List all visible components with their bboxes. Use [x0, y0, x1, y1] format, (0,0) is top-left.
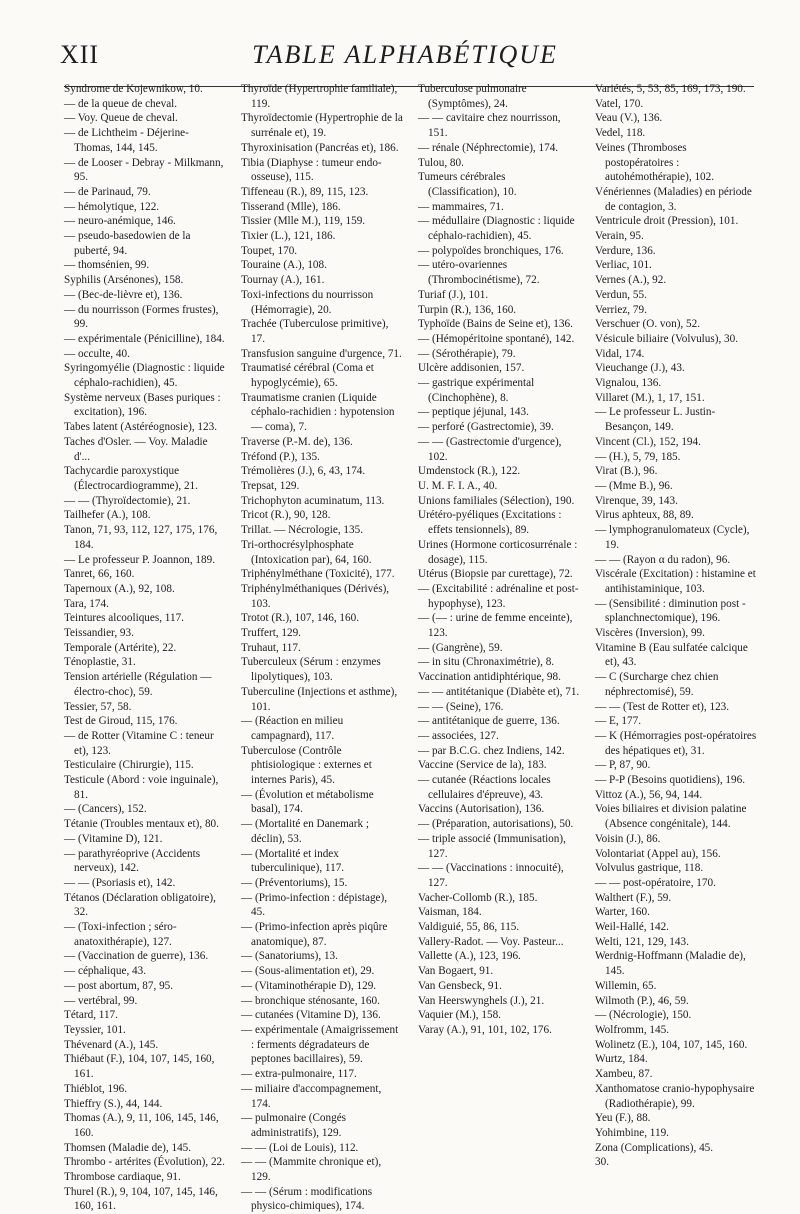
index-entry: — (— : urine de femme enceinte), 123. [418, 612, 576, 640]
index-entry: Vaquier (M.), 158. [418, 1009, 501, 1022]
index-entry: Touraine (A.), 108. [241, 259, 327, 272]
index-entry: — (Sous-alimentation et), 29. [241, 965, 375, 978]
index-entry: Varay (A.), 91, 101, 102, 176. [418, 1024, 552, 1036]
index-entry: Système nerveux (Bases puriques : excitation), 196. [64, 391, 224, 419]
index-entry: — céphalique, 43. [64, 965, 147, 978]
index-entry: — occulte, 40. [64, 347, 130, 360]
index-entry: Vernes (A.), 92. [595, 274, 667, 287]
index-entry: Variétés, 5, 53, 85, 169, 173, 190. [595, 83, 746, 95]
index-entry: Verain, 95. [595, 230, 644, 243]
index-entry: Toxi-infections du nourrisson (Hémorragie), 20. [241, 288, 377, 316]
index-entry: Tétanie (Troubles mentaux et), 80. [64, 818, 219, 831]
index-entry: Turpin (R.), 136, 160. [418, 303, 517, 316]
index-entry: Tanon, 71, 93, 112, 127, 175, 176, 184. [64, 524, 221, 551]
index-entry: Trachée (Tuberculose primitive), 17. [241, 318, 392, 345]
index-entry: Tension artérielle (Régulation — électro-choc), 59. [64, 671, 215, 698]
index-entry: Syndrome de Kojewnikow, 10. [64, 83, 203, 95]
index-entry: Valdiguié, 55, 86, 115. [418, 921, 520, 934]
index-entry: Thurel (R.), 9, 104, 107, 145, 146, 160, 161. [64, 1185, 221, 1213]
index-entry: — cutanée (Réactions locales cellulaires d'épreuve), 43. [418, 774, 554, 801]
index-entry: Tricot (R.), 90, 128. [241, 509, 331, 522]
index-entry: — (Nécrologie), 150. [595, 1009, 692, 1022]
index-entry: Vacher-Collomb (R.), 185. [418, 891, 538, 904]
index-entry: Vallette (A.), 123, 196. [418, 950, 521, 963]
index-entry: — (Cancers), 152. [64, 803, 147, 816]
index-entry: Viscères (Inversion), 99. [595, 627, 705, 640]
index-entry: Tournay (A.), 161. [241, 274, 325, 287]
index-entry: — peptique jéjunal, 143. [418, 406, 529, 419]
index-entry: Vaccins (Autorisation), 136. [418, 803, 545, 816]
index-entry: Vaisman, 184. [418, 906, 482, 919]
index-entry: Trillat. — Nécrologie, 135. [241, 524, 364, 537]
index-entry: Yohimbine, 119. [595, 1126, 669, 1139]
page-number: XII [60, 40, 100, 69]
index-entry: Test de Giroud, 115, 176. [64, 715, 178, 728]
index-entry: Temporale (Artérite), 22. [64, 641, 177, 654]
index-entry: Tumeurs cérébrales (Classification), 10. [418, 171, 517, 198]
index-entry: Willemin, 65. [595, 979, 657, 992]
index-entry: Wolfromm, 145. [595, 1024, 669, 1036]
index-entry: — cutanées (Vitamine D), 136. [241, 1009, 381, 1022]
index-entry: Viscérale (Excitation) : histamine et antihistaminique, 103. [595, 568, 759, 595]
index-entry: Turiaf (J.), 101. [418, 288, 489, 301]
index-entry: — vertébral, 99. [64, 994, 138, 1007]
index-entry: Wolinetz (E.), 104, 107, 145, 160. [595, 1038, 748, 1051]
index-entry: Trotot (R.), 107, 146, 160. [241, 612, 359, 625]
index-entry: Verdure, 136. [595, 244, 656, 257]
index-entry: — polypoïdes bronchiques, 176. [418, 244, 564, 257]
index-entry: Xanthomatose cranio-hypophysaire (Radiothérapie), 99. [595, 1082, 758, 1110]
index-entry: — — (Test de Rotter et), 123. [595, 700, 730, 713]
index-entry: Vedel, 118. [595, 127, 646, 140]
index-entry: Tailhefer (A.), 108. [64, 509, 151, 522]
index-entry: Weil-Hallé, 142. [595, 921, 669, 934]
index-entry: Tibia (Diaphyse : tumeur endo-osseuse), 115. [241, 156, 382, 184]
index-entry: — neuro-anémique, 146. [64, 215, 176, 228]
index-entry: — C (Surcharge chez chien néphrectomisé), 59. [595, 671, 722, 698]
index-entry: Voies biliaires et division palatine (Absence congénitale), 144. [595, 803, 750, 831]
index-entry: — expérimentale (Amaigrissement : ferments dégradateurs de peptones bacillaires), 59. [241, 1024, 401, 1066]
index-entry: Tuberculine (Injections et asthme), 101. [241, 685, 400, 713]
index-entry: Thrombo - artérites (Évolution), 22. [64, 1156, 225, 1169]
index-entry: U. M. F. I. A., 40. [418, 479, 498, 492]
index-entry: Thyroïde (Hypertrophie familiale), 119. [241, 83, 401, 110]
index-entry: — expérimentale (Pénicilline), 184. [64, 332, 225, 345]
index-entry: Yeu (F.), 88. [595, 1112, 651, 1125]
index-entry: — (Mortalité en Danemark ; déclin), 53. [241, 818, 372, 845]
index-entry: Warter, 160. [595, 906, 650, 919]
index-entry: — — (Mammite chronique et), 129. [241, 1156, 384, 1184]
index-entry: — P, 87, 90. [595, 759, 651, 772]
index-entry: — mammaires, 71. [418, 200, 504, 213]
index-entry: — hémolytique, 122. [64, 200, 160, 213]
index-entry: — associées, 127. [418, 729, 499, 742]
index-entry: Traumatisé cérébral (Coma et hypoglycémie), 65. [241, 362, 377, 390]
index-entry: — (Réaction en milieu campagnard), 117. [241, 715, 347, 742]
index-entry: — (Primo-infection : dépistage), 45. [241, 891, 390, 919]
index-entry: Verliac, 101. [595, 259, 652, 272]
index-entry: Verriez, 79. [595, 303, 647, 316]
index-entry: Thyroxinisation (Pancréas et), 186. [241, 141, 399, 154]
index-entry: Tréfond (P.), 135. [241, 450, 320, 463]
index-entry: Utérus (Biopsie par curettage), 72. [418, 568, 573, 581]
index-entry: — triple associé (Immunisation), 127. [418, 832, 569, 860]
index-entry: — (Préparation, autorisations), 50. [418, 818, 574, 831]
index-entry: Triphénylméthaniques (Dérivés), 103. [241, 582, 392, 610]
index-entry: Veau (V.), 136. [595, 112, 663, 125]
index-entry: — médullaire (Diagnostic : liquide céphalo-rachidien), 45. [418, 215, 578, 243]
index-entry: Traumatisme cranien (Liquide céphalo-rachidien : hypotension — coma), 7. [241, 391, 398, 434]
index-entry: — — (Rayon α du radon), 96. [595, 553, 731, 566]
index-entry: Traverse (P.-M. de), 136. [241, 435, 353, 448]
index-entry: Virat (B.), 96. [595, 465, 658, 478]
index-entry: — (Gangrène), 59. [418, 641, 503, 654]
index-entry: — (Évolution et métabolisme basal), 174. [241, 788, 377, 816]
index-entry: — — (Seine), 176. [418, 700, 504, 713]
index-entry: — utéro-ovariennes (Thrombocinétisme), 72. [418, 259, 540, 287]
index-entry: — — (Sérum : modifications physico-chimiques), 174. [241, 1185, 375, 1213]
index-entry: Ventricule droit (Pression), 101. [595, 215, 739, 228]
index-entry: Van Heerswynghels (J.), 21. [418, 994, 545, 1007]
index-entry: — par B.C.G. chez Indiens, 142. [418, 744, 565, 757]
index-entry: Transfusion sanguine d'urgence, 71. [241, 347, 402, 360]
index-entry: — (Sérothérapie), 79. [418, 347, 516, 360]
index-entry: 30. [595, 1156, 609, 1169]
index-entry: Volontariat (Appel au), 156. [595, 847, 721, 860]
index-entry: Thyroïdectomie (Hypertrophie de la surrénale et), 19. [241, 112, 406, 140]
index-entry: Tabes latent (Astéréognosie), 123. [64, 421, 217, 434]
index-entry: Truhaut, 117. [241, 641, 301, 654]
index-entry: Teintures alcooliques, 117. [64, 612, 184, 625]
index-entry: — — antitétanique (Diabète et), 71. [418, 685, 580, 698]
index-entry: — (Mortalité et index tuberculinique), 117. [241, 847, 345, 875]
index-entry: Tixier (L.), 121, 186. [241, 230, 336, 243]
index-entry: Urines (Hormone corticosurrénale : dosage), 115. [418, 538, 581, 566]
index-column-2 [241, 82, 406, 1214]
index-entry: Vittoz (A.), 56, 94, 144. [595, 788, 703, 801]
index-entry: Wilmoth (P.), 46, 59. [595, 994, 689, 1007]
index-entry: — pulmonaire (Congés administratifs), 129. [241, 1112, 349, 1139]
index-entry: Van Gensbeck, 91. [418, 979, 502, 992]
index-entry: — du nourrisson (Formes frustes), 99. [64, 303, 222, 331]
index-entry: — thomsénien, 99. [64, 259, 150, 272]
index-entry: Vignalou, 136. [595, 377, 662, 390]
index-entry: — perforé (Gastrectomie), 39. [418, 421, 554, 434]
index-entry: Tétard, 117. [64, 1009, 118, 1022]
index-entry: — (Préventoriums), 15. [241, 876, 348, 889]
index-entry: Ténoplastie, 31. [64, 656, 136, 669]
index-entry: — (Excitabilité : adrénaline et post-hypophyse), 123. [418, 582, 579, 610]
index-entry: — Le professeur L. Justin-Besançon, 149. [595, 406, 716, 434]
index-entry: Vallery-Radot. — Voy. Pasteur... [418, 935, 564, 948]
index-entry: — antitétanique de guerre, 136. [418, 715, 560, 728]
index-entry: — de la queue de cheval. [64, 97, 178, 110]
index-entry: Wurtz, 184. [595, 1053, 648, 1066]
index-entry: — (H.), 5, 79, 185. [595, 450, 681, 463]
index-entry: — (Vitamine D), 121. [64, 832, 163, 845]
index-entry: Welti, 121, 129, 143. [595, 935, 689, 948]
index-entry: — (Primo-infection après piqûre anatomique), 87. [241, 921, 391, 948]
index-entry: Verschuer (O. von), 52. [595, 318, 701, 331]
index-entry: Teissandier, 93. [64, 627, 134, 640]
index-entry: Vatel, 170. [595, 97, 644, 110]
index-entry: Trichophyton acuminatum, 113. [241, 494, 385, 507]
index-entry: Tri-orthocrésylphosphate (Intoxication par), 64, 160. [241, 538, 372, 566]
index-entry: Tissier (Mlle M.), 119, 159. [241, 215, 366, 228]
index-entry: — (Sensibilité : diminution post - splanchnectomique), 196. [595, 597, 749, 625]
index-entry: — Voy. Queue de cheval. [64, 112, 178, 125]
index-entry: Vaccine (Service de la), 183. [418, 759, 547, 772]
index-entry: — post abortum, 87, 95. [64, 979, 174, 992]
index-entry: Trémolières (J.), 6, 43, 174. [241, 465, 366, 478]
index-entry: Testicule (Abord : voie inguinale), 81. [64, 774, 222, 801]
index-entry: Thiéblot, 196. [64, 1082, 128, 1095]
index-column-4 [595, 82, 760, 1170]
index-entry: — (Toxi-infection ; séro-anatoxithérapie), 127. [64, 921, 177, 948]
index-entry: — (Vaccination de guerre), 136. [64, 950, 209, 963]
index-entry: Thévenard (A.), 145. [64, 1038, 159, 1051]
index-entry: — (Mme B.), 96. [595, 479, 673, 492]
index-entry: — de Lichtheim - Déjerine-Thomas, 144, 145. [64, 127, 189, 154]
index-entry: Villaret (M.), 1, 17, 151. [595, 391, 705, 404]
index-entry: — — (Gastrectomie d'urgence), 102. [418, 435, 565, 463]
index-entry: Thomas (A.), 9, 11, 106, 145, 146, 160. [64, 1112, 222, 1139]
index-column-3 [418, 82, 580, 1038]
index-entry: Virus aphteux, 88, 89. [595, 509, 694, 522]
index-entry: — Le professeur P. Joannon, 189. [64, 553, 216, 566]
index-entry: Vaccination antidiphtérique, 98. [418, 671, 561, 684]
index-entry: Syringomyélie (Diagnostic : liquide céphalo-rachidien), 45. [64, 362, 228, 390]
index-entry: — — (Loi de Louis), 112. [241, 1141, 359, 1154]
index-entry: — in situ (Chronaximétrie), 8. [418, 656, 555, 669]
index-entry: Van Bogaert, 91. [418, 965, 494, 978]
index-entry: — parathyréoprive (Accidents nerveux), 142. [64, 847, 203, 875]
index-entry: Tuberculose (Contrôle phtisiologique : externes et internes Paris), 45. [241, 744, 375, 787]
index-entry: — lymphogranulomateux (Cycle), 19. [595, 524, 753, 551]
index-entry: Virenque, 39, 143. [595, 494, 678, 507]
index-entry: Vidal, 174. [595, 347, 645, 360]
index-entry: Thrombose cardiaque, 91. [64, 1171, 181, 1184]
index-entry: Tulou, 80. [418, 156, 464, 169]
index-entry: — rénale (Néphrectomie), 174. [418, 141, 559, 154]
index-entry: — gastrique expérimental (Cinchophène), 8. [418, 377, 537, 404]
index-entry: Tapernoux (A.), 92, 108. [64, 582, 175, 595]
index-columns [64, 82, 764, 1213]
index-entry: Verdun, 55. [595, 288, 647, 301]
index-entry: Thieffry (S.), 44, 144. [64, 1097, 163, 1110]
index-entry: Vincent (Cl.), 152, 194. [595, 435, 701, 448]
index-entry: Tanret, 66, 160. [64, 568, 135, 581]
index-entry: — — (Psoriasis et), 142. [64, 876, 176, 889]
index-entry: — extra-pulmonaire, 117. [241, 1068, 357, 1081]
index-entry: Thomsen (Maladie de), 145. [64, 1141, 192, 1154]
index-entry: — pseudo-basedowien de la puberté, 94. [64, 230, 194, 257]
index-entry: — de Looser - Debray - Milkmann, 95. [64, 156, 227, 184]
index-entry: Tuberculose pulmonaire (Symptômes), 24. [418, 83, 530, 110]
index-entry: — (Hémopéritoine spontané), 142. [418, 332, 575, 345]
index-entry: — (Bec-de-lièvre et), 136. [64, 288, 183, 301]
index-entry: — — post-opératoire, 170. [595, 876, 716, 889]
index-entry: — E, 177. [595, 715, 641, 728]
running-title: TABLE ALPHABÉTIQUE [252, 40, 558, 69]
index-entry: Tiffeneau (R.), 89, 115, 123. [241, 185, 369, 198]
index-entry: Vénériennes (Maladies) en période de contagion, 3. [595, 185, 755, 213]
index-entry: — — (Vaccinations : innocuité), 127. [418, 862, 567, 889]
index-entry: Trepsat, 129. [241, 479, 300, 492]
index-entry: Zona (Complications), 45. [595, 1141, 714, 1154]
index-entry: Umdenstock (R.), 122. [418, 465, 521, 478]
index-entry: Tisserand (Mlle), 186. [241, 200, 341, 213]
index-entry: Urétéro-pyéliques (Excitations : effets tensionnels), 89. [418, 509, 565, 537]
index-entry: Ulcère addisonien, 157. [418, 362, 525, 375]
index-entry: Vitamine B (Eau sulfatée calcique et), 43. [595, 641, 751, 669]
index-entry: Typhoïde (Bains de Seine et), 136. [418, 318, 573, 331]
index-entry: Voisin (J.), 86. [595, 832, 661, 845]
index-entry: Tessier, 57, 58. [64, 700, 132, 713]
index-entry: — P-P (Besoins quotidiens), 196. [595, 774, 745, 787]
index-entry: Werdnig-Hoffmann (Maladie de), 145. [595, 950, 749, 978]
index-entry: Volvulus gastrique, 118. [595, 862, 704, 875]
index-entry: Toupet, 170. [241, 244, 298, 257]
index-entry: Tara, 174. [64, 597, 109, 610]
index-entry: Triphénylméthane (Toxicité), 177. [241, 568, 395, 581]
index-entry: — (Sanatoriums), 13. [241, 950, 338, 963]
index-column-1 [64, 82, 226, 1214]
index-entry: — miliaire d'accompagnement, 174. [241, 1082, 385, 1110]
index-entry: Teyssier, 101. [64, 1024, 126, 1036]
index-entry: — K (Hémorragies post-opératoires des hépatiques et), 31. [595, 729, 760, 757]
index-entry: — de Rotter (Vitamine C : teneur et), 123. [64, 729, 217, 757]
index-entry: Syphilis (Arsénones), 158. [64, 274, 184, 287]
index-entry: Thiébaut (F.), 104, 107, 145, 160, 161. [64, 1053, 218, 1081]
index-entry: Truffert, 129. [241, 627, 301, 640]
index-entry: — (Vitaminothérapie D), 129. [241, 979, 377, 992]
index-entry: Tachycardie paroxystique (Électrocardiogramme), 21. [64, 465, 198, 492]
index-entry: — bronchique sténosante, 160. [241, 994, 380, 1007]
index-entry: — — cavitaire chez nourrisson, 151. [418, 112, 564, 140]
index-entry: Vésicule biliaire (Volvulus), 30. [595, 332, 739, 345]
index-entry: Vieuchange (J.), 43. [595, 362, 685, 375]
index-entry: Unions familiales (Sélection), 190. [418, 494, 575, 507]
index-entry: Tétanos (Déclaration obligatoire), 32. [64, 891, 219, 919]
index-entry: Veines (Thromboses postopératoires : autohémothérapie), 102. [595, 141, 715, 184]
index-entry: Taches d'Osler. — Voy. Maladie d'... [64, 435, 211, 463]
index-entry: — de Parinaud, 79. [64, 185, 151, 198]
index-entry: Testiculaire (Chirurgie), 115. [64, 759, 194, 772]
index-entry: Walthert (F.), 59. [595, 891, 672, 904]
page-header [60, 40, 750, 80]
index-entry: Tuberculeux (Sérum : enzymes lipolytiques), 103. [241, 656, 384, 684]
index-entry: — — (Thyroïdectomie), 21. [64, 494, 191, 507]
index-entry: Xambeu, 87. [595, 1068, 653, 1081]
